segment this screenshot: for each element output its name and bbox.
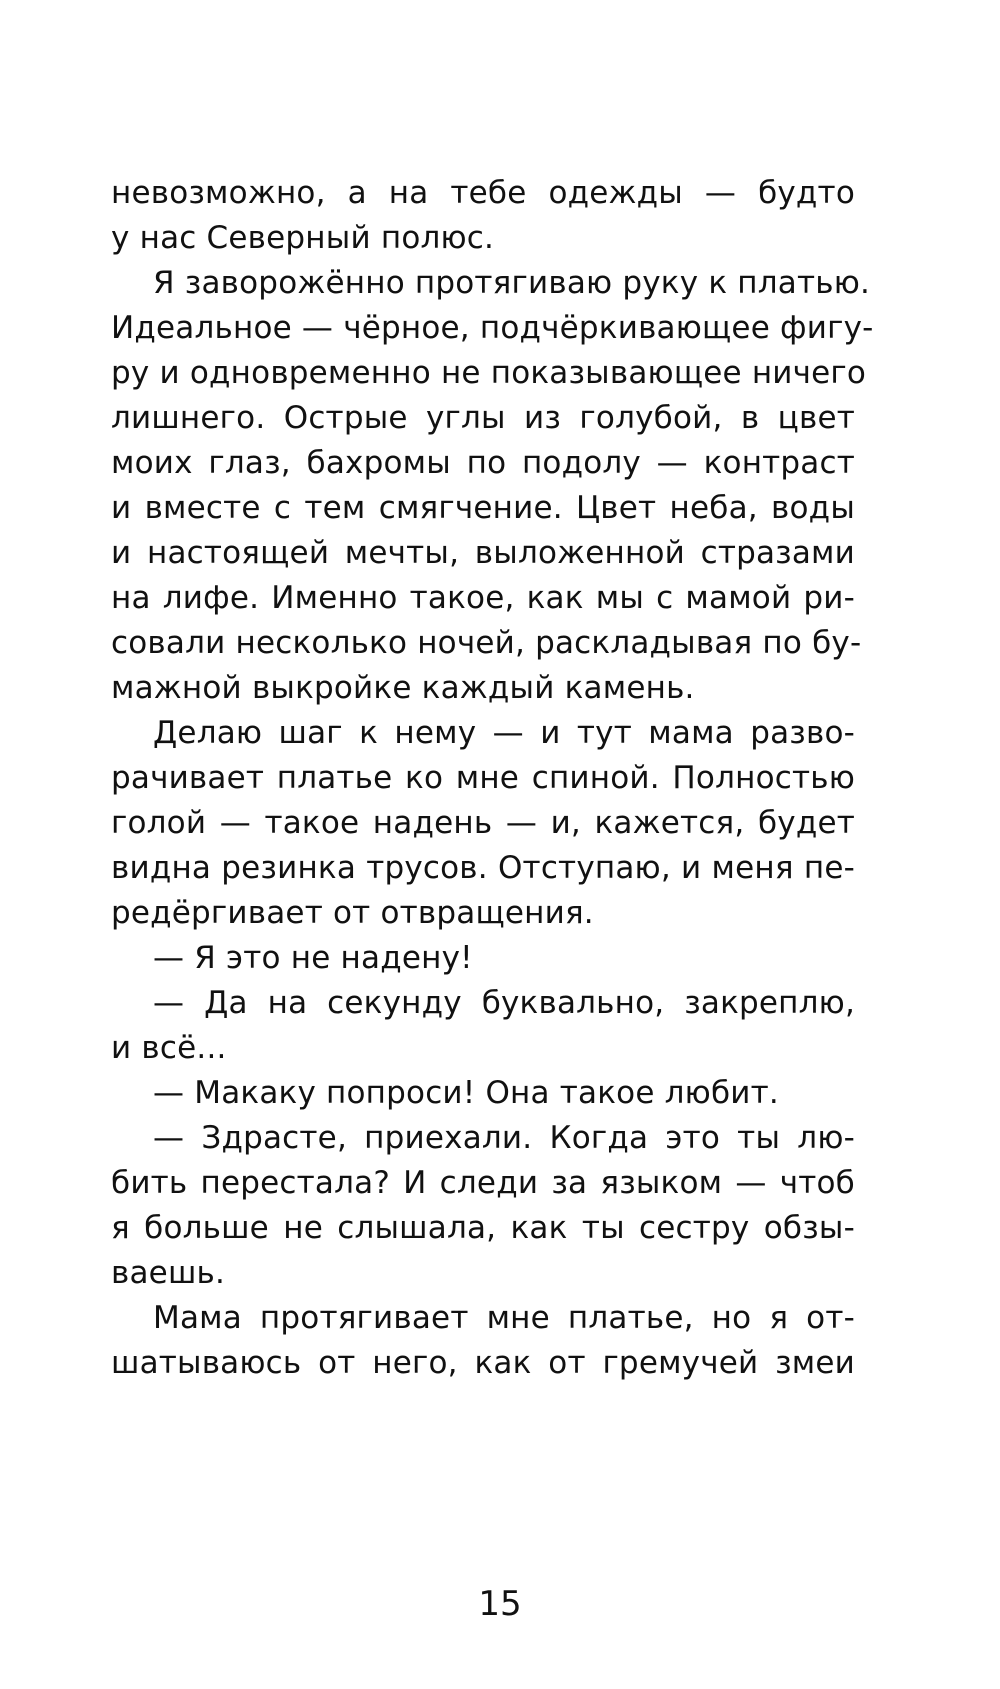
text-line: голой — такое надень — и, кажется, будет — [111, 805, 855, 841]
text-line: — Макаку попроси! Она такое любит. — [153, 1075, 779, 1111]
text-line: и всё... — [111, 1030, 227, 1066]
text-line: — Да на секунду буквально, закреплю, — [153, 985, 855, 1021]
text-line: редёргивает от отвращения. — [111, 895, 594, 931]
text-line: и вместе с тем смягчение. Цвет неба, воды — [111, 490, 855, 526]
text-line: на лифе. Именно такое, как мы с мамой ри- — [111, 580, 855, 616]
text-line: рачивает платье ко мне спиной. Полностью — [111, 760, 855, 796]
text-line: невозможно, а на тебе одежды — будто — [111, 175, 855, 211]
text-line: Идеальное — чёрное, подчёркивающее фигу- — [111, 310, 874, 346]
text-line: у нас Северный полюс. — [111, 220, 495, 256]
text-line: и настоящей мечты, выложенной стразами — [111, 535, 855, 571]
text-line: я больше не слышала, как ты сестру обзы- — [111, 1210, 855, 1246]
text-line: мажной выкройке каждый камень. — [111, 670, 695, 706]
text-line: видна резинка трусов. Отступаю, и меня пе- — [111, 850, 855, 886]
text-line: Мама протягивает мне платье, но я от- — [153, 1300, 855, 1336]
page-number: 15 — [478, 1584, 522, 1624]
text-line: Делаю шаг к нему — и тут мама разво- — [153, 715, 855, 751]
text-line: шатываюсь от него, как от гремучей змеи — [111, 1345, 855, 1381]
text-line: Я заворожённо протягиваю руку к платью. — [153, 265, 871, 301]
text-line: лишнего. Острые углы из голубой, в цвет — [111, 400, 855, 436]
text-line: — Здрасте, приехали. Когда это ты лю- — [153, 1120, 855, 1156]
text-line: моих глаз, бахромы по подолу — контраст — [111, 445, 855, 481]
text-line: ру и одновременно не показывающее ничего — [111, 355, 867, 391]
text-line: — Я это не надену! — [153, 940, 473, 976]
text-line: бить перестала? И следи за языком — чтоб — [111, 1165, 855, 1201]
text-line: совали несколько ночей, раскладывая по бу- — [111, 625, 862, 661]
text-line: ваешь. — [111, 1255, 226, 1291]
